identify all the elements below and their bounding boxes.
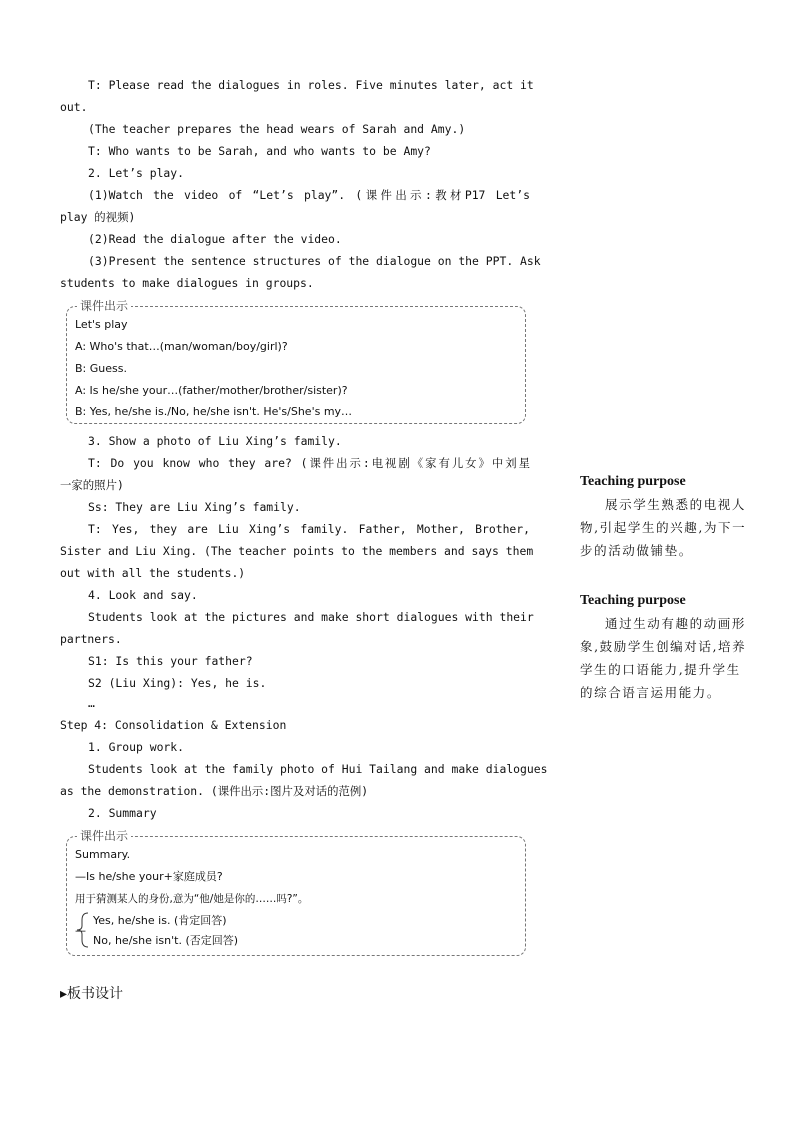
sidebar-title: Teaching purpose (580, 593, 686, 608)
sidebar-text: 展示学生熟悉的电视人物,引起学生的兴趣,为下一步的活动做铺垫。 (580, 497, 747, 558)
step-heading: 3. Show a photo of Liu Xing’s family. (88, 434, 342, 448)
box-line: Summary. (75, 848, 131, 861)
box-line: A: Is he/she your…(father/mother/brother/sister)? (75, 384, 348, 397)
ellipsis: … (88, 696, 95, 710)
box-line: Let's play (75, 318, 128, 331)
courseware-label: 课件出示 (77, 299, 131, 313)
paragraph-line: S2 (Liu Xing): Yes, he is. (88, 676, 267, 690)
paragraph-line: out. (60, 100, 88, 114)
paragraph-line: S1: Is this your father? (88, 654, 253, 668)
step-heading: 1. Group work. (88, 740, 185, 754)
box-line: B: Yes, he/she is./No, he/she isn't. He's/She's my… (75, 405, 353, 418)
paragraph-line: Students look at the pictures and make short dialogues with their (88, 610, 534, 624)
courseware-box-lets-play (66, 299, 526, 424)
courseware-label: 课件出示 (77, 829, 131, 843)
paragraph-line: students to make dialogues in groups. (60, 276, 314, 290)
paragraph-line: play 的视频) (60, 210, 136, 224)
step-title: Step 4: Consolidation & Extension (60, 718, 287, 732)
paragraph-line: Sister and Liu Xing. (The teacher points to the members and says them (60, 544, 534, 558)
brace-icon (76, 912, 90, 948)
paragraph-line: Students look at the family photo of Hui Tailang and make dialogues (88, 762, 548, 776)
box-line: —Is he/she your+家庭成员? (75, 870, 223, 883)
box-line: Yes, he/she is. (肯定回答) (93, 914, 227, 927)
step-heading: 4. Look and say. (88, 588, 198, 602)
paragraph-line: as the demonstration. (课件出示:图片及对话的范例) (60, 784, 369, 798)
paragraph-line: (2)Read the dialogue after the video. (88, 232, 342, 246)
answer-dash: — (75, 924, 86, 937)
paragraph-line: Ss: They are Liu Xing’s family. (88, 500, 301, 514)
sidebar-text: 通过生动有趣的动画形象,鼓励学生创编对话,培养学生的口语能力,提升学生的综合语言运用能力。 (580, 616, 747, 700)
step-heading: 2. Let’s play. (88, 166, 185, 180)
paragraph-line: (1)Watch the video of “Let’s play”. (课件出示:教材P17 Let’s (88, 188, 530, 202)
box-line: B: Guess. (75, 362, 127, 375)
board-design-heading: ▸板书设计 (60, 986, 124, 1002)
paragraph-line: T: Please read the dialogues in roles. Five minutes later, act it (88, 78, 534, 92)
paragraph-line: T: Who wants to be Sarah, and who wants to be Amy? (88, 144, 431, 158)
sidebar-title: Teaching purpose (580, 474, 686, 489)
courseware-box-summary (66, 829, 526, 956)
paragraph-line: (The teacher prepares the head wears of Sarah and Amy.) (88, 122, 466, 136)
paragraph-line: out with all the students.) (60, 566, 246, 580)
box-line: No, he/she isn't. (否定回答) (93, 934, 239, 947)
step-heading: 2. Summary (88, 806, 157, 820)
paragraph-line: (3)Present the sentence structures of the dialogue on the PPT. Ask (88, 254, 541, 268)
paragraph-line: partners. (60, 632, 122, 646)
box-line: A: Who's that…(man/woman/boy/girl)? (75, 340, 288, 353)
paragraph-line: 一家的照片) (60, 478, 124, 492)
paragraph-line: T: Yes, they are Liu Xing’s family. Father, Mother, Brother, (88, 522, 530, 536)
box-line: 用于猜测某人的身份,意为“他/她是你的……吗?”。 (75, 893, 309, 905)
paragraph-line: T: Do you know who they are? (课件出示:电视剧《家有儿女》中刘星 (88, 456, 530, 470)
